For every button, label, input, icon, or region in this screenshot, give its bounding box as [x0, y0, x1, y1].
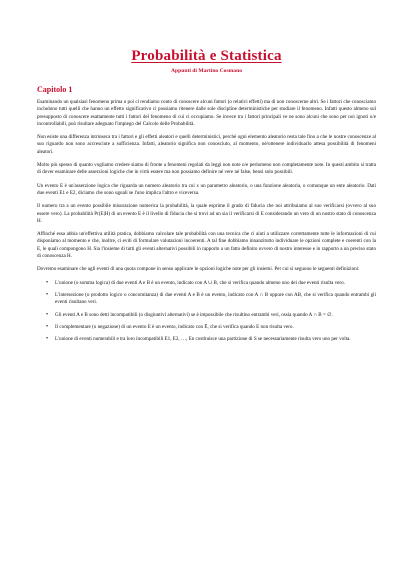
paragraph: Non esiste una differenza intrinseca tra i fattori e gli effetti aleatori e quelli deterministici, perché ogni elemento aleatorio resta tale fino a che le nostre conoscenze al suo riguardo non sono accresciute a sufficienza. Infatti, aleatorio significa non conosciuto, al momento, né/ottenere individuarlo attesa possibilità di fenomeni aleatori.	[37, 134, 376, 155]
definition-item: • Gli eventi A e B sono detti incompatibili (o disgiuntivi alternativi) se è impossibile che risultino entrambi veri, ossia quando A ∩ B = ∅.	[55, 312, 376, 319]
definition-list	[37, 280, 376, 344]
definition-item: • L'intersezione (o prodotto logico o concomitanza) di due eventi A e B è un evento, indicato con A ∩ B oppure con AB, che si verifica quando entrambi gli eventi risultano veri.	[55, 292, 376, 307]
document-subtitle: Appunti di Martino Cosmano	[170, 68, 243, 74]
paragraph: Affinché essa abbia un'effettiva utilità pratica, dobbiamo calcolare tale probabilità con una tecnica che ci aiuti a utilizzare correttamente tutte le informazioni di cui disponiamo al momento e che, inoltre, ci eviti di formulare valutazioni incoerenti. A tal fine dobbiamo innanzitutto individuare le opzioni complete e coerenti con la E, le quali compongono H. Sia l'insieme di tutti gli eventi alternativi possibili in rapporto a un fatto definito ovvero di nostro interesse e in rapporto a un preciso stato di conoscenza H.	[37, 231, 376, 260]
definition-item: • L'unione (o somma logica) di due eventi A e B è un evento, indicato con A ∪ B, che si verifica quando almeno uno dei due eventi risulta vero.	[55, 280, 376, 287]
paragraph: Il numero tra a un evento possibile misurazione numerica la probabilità, la quale esprime il grado di fiducia che noi attribuiamo al suo verificarsi (ovvero al suo essere vero). La probabilità Pr(E|H) di un evento E è il livello di fiducia che si trovi ad un sia il verificarsi di E considerando un vero di un nostro stato di conoscenza H.	[37, 203, 376, 224]
definition-item: • L'unione di eventi numerabili e tra loro incompatibili E1, E2, …, En costituisce una partizione di S se necessariamente risulta vero uno per volta.	[55, 336, 376, 343]
paragraph: Esaminando un qualsiasi fenomeno prima o poi ci rendiamo conto di conoscere alcuni fattori (o relativi effetti) ma di non conoscerne altri. Se i fattori che conosciamo includono tutti quelli che hanno un effetto significativo ci possiamo ritenere dalle sole discipline deterministiche per studiare il fenomeno. Infatti questo almeno sul presupposto di conoscere esattamente tutti i fattori del fenomeno di cui ci occupiamo. Se invece tra i fattori principali ve ne sono alcuni che sono per noi ignoti o/e incontrollabili, può risultare adeguato l'impiego del Calcolo delle Probabilità.	[37, 99, 376, 127]
chapter-heading: Capitolo 1	[37, 85, 73, 94]
definition-item: • Il complementare (o negazione) di un evento E è un evento, indicato con Ē, che si verifica quando E non risulta vero.	[55, 324, 376, 331]
paragraph: Un evento E è un'asserzione logica che riguarda un numero aleatorio tra cui x un parametro aleatorio, o una funzione aleatoria, o comunque un ente aleatorio. Dati due eventi E1 e E2, diciamo che sono uguali se l'uno implica l'altro e viceversa.	[37, 182, 376, 196]
paragraph: Dovremo esaminare che agli eventi di una quota compone in senso applicare le opzioni logiche note per gli insiemi. Per cui si seguono le seguenti definizioni:	[37, 266, 360, 273]
document-title: Probabilità e Statistica	[131, 48, 282, 64]
paragraph: Molto più spesso di quanto vogliamo credere siamo di fronte a fenomeni regolati da leggi non note o/e perlomeno non completamente note. In questi ambito si tratta di dover esaminare delle asserzioni logiche che in virtù essere ma non possiamo definire né vere né false, bensì solo possibili.	[37, 162, 376, 176]
